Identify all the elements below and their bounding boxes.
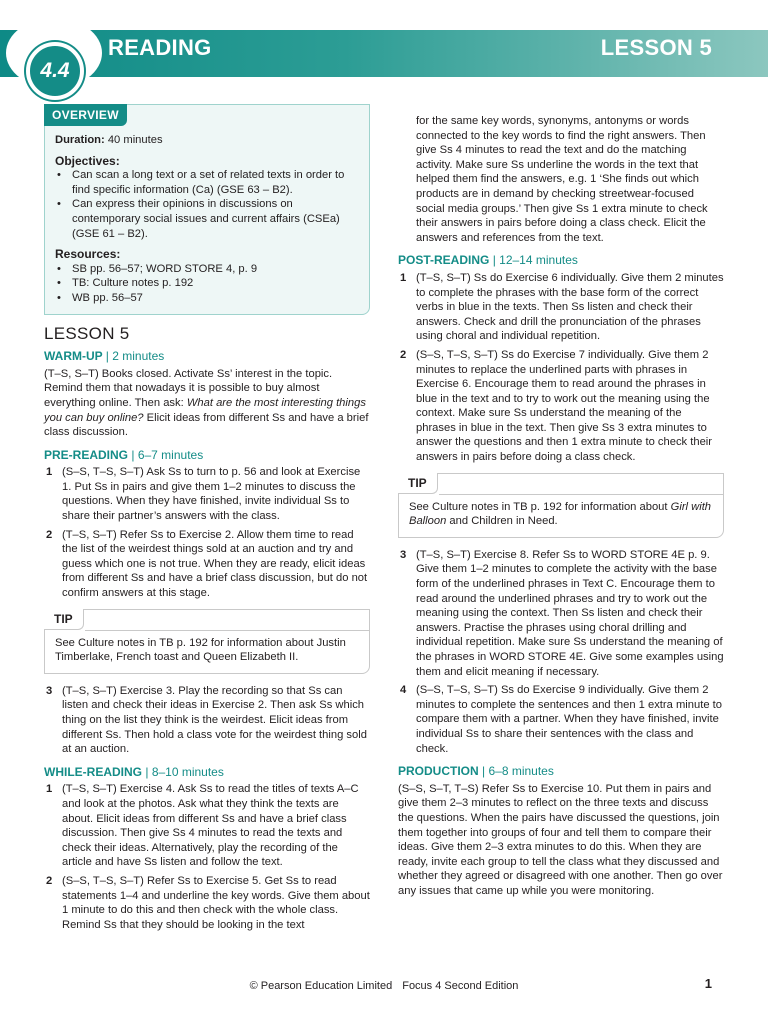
copyright: © Pearson Education Limited xyxy=(249,980,393,992)
production-title: PRODUCTION xyxy=(398,764,479,779)
list-item: • Can express their opinions in discussions on contemporary social issues and current affairs (CSEa) (GSE 61 – B2). xyxy=(55,197,359,241)
warmup-text-a: (T–S, S–T) Books closed. Activate Ss’ interest in the topic. Remind them that nowadays it is possible to buy almost everything online. Then ask: xyxy=(44,367,333,409)
warmup-time: 2 minutes xyxy=(112,349,165,364)
tip-box xyxy=(44,609,370,674)
lesson-badge-number: 4.4 xyxy=(26,42,84,100)
edition: Focus 4 Second Edition xyxy=(402,980,519,992)
duration-value: 40 minutes xyxy=(104,134,163,146)
item-text: (S–S, T–S, S–T) Ss do Exercise 7 individually. Give them 2 minutes to replace the underlined parts with phrases in Exercise 6. Encourage them to read around the phrases in blue in the text and to try to work out the meaning using the context. Make sure Ss understand the meaning of the phrases in blue in the text. Then give Ss 3 extra minutes to answer the questions and then 1 extra minute to check their answers in pairs before doing a class check. xyxy=(416,348,713,464)
list-item xyxy=(44,465,370,523)
resources-list xyxy=(55,262,359,306)
item-text: (T–S, S–T) Exercise 4. Ask Ss to read the titles of texts A–C and look at the photos. Ask what they think the texts are about. Elicit ideas from different Ss and have a brief class discussion. Then give Ss 4 minutes to read the texts and check their ideas. Alternatively, play the recording of the article and have Ss listen and follow the text. xyxy=(62,783,359,869)
duration xyxy=(55,133,359,148)
tip-text xyxy=(409,500,713,529)
warmup-question: What are the most interesting things you can buy online? xyxy=(44,396,366,424)
tip-tab: TIP xyxy=(44,609,84,631)
item-number: 2 xyxy=(400,348,407,361)
item-text: (T–S, S–T) Ss do Exercise 6 individually. Give them 2 minutes to complete the phrases with the base form of the correct verbs in blue in the texts. Then Ss listen and check their answers. Check and drill the pronunciation of the phrases using choral and individual repetition. xyxy=(416,271,724,343)
item-text: (S–S, T–S, S–T) Ss do Exercise 9 individually. Give them 2 minutes to complete the sentences and then 1 extra minute to compare them with a partner. When they have finished, invite individual Ss to share their sentences with the class and check. xyxy=(416,684,722,755)
tip-text: See Culture notes in TB p. 192 for information about Justin Timberlake, French toast and Queen Elizabeth II. xyxy=(55,636,346,664)
item-number: 1 xyxy=(46,466,53,479)
warmup-text-b: Elicit ideas from different Ss and have a brief class discussion. xyxy=(44,411,369,439)
item-number: 2 xyxy=(46,874,53,887)
tip-tab: TIP xyxy=(398,473,438,495)
prereading-title: PRE-READING xyxy=(44,447,129,462)
item-text: (S–S, T–S, S–T) Refer Ss to Exercise 5. Get Ss to read statements 1–4 and underline the key words. Give them about 1 minute to do this and then check with the whole class. Remind Ss that they should be looking in the text xyxy=(62,874,370,931)
list-item xyxy=(44,782,370,870)
objectives-list xyxy=(55,168,359,241)
list-item xyxy=(398,271,724,344)
right-column xyxy=(398,114,724,903)
section-title: READING xyxy=(108,35,212,60)
item-number: 3 xyxy=(46,684,53,697)
production-heading: PRODUCTION | 6–8 minutes xyxy=(398,764,554,779)
item-number: 1 xyxy=(46,783,53,796)
list-item xyxy=(44,684,370,757)
lesson-label: LESSON 5 xyxy=(600,35,712,60)
prereading-time: 6–7 minutes xyxy=(137,447,204,462)
lesson-badge xyxy=(6,18,102,88)
item-text: (T–S, S–T) Refer Ss to Exercise 2. Allow them time to read the list of the weirdest things sold at an auction and try and guess which one is not true. When they are ready, elicit ideas from different Ss and have a brief class discussion, but do not confirm answers at this stage. xyxy=(62,528,368,600)
warmup-title: WARM-UP xyxy=(44,349,103,364)
page-number: 1 xyxy=(704,976,712,991)
production-text: (S–S, S–T, T–S) Refer Ss to Exercise 10. Put them in pairs and give them 2–3 minutes to reflect on the three texts and discuss the questions. When the pairs have discussed the questions, join them together into groups of four and tell them to compare their ideas. Give them 2–3 extra minutes to do this. When they are ready, invite each group to tell the class what they discussed and whether they agreed or disagreed with one another. Then go over any issues that came up while you were monitoring. xyxy=(398,782,723,897)
warmup-heading: WARM-UP | 2 minutes xyxy=(44,349,165,364)
list-item xyxy=(44,874,370,932)
postreading-title: POST-READING xyxy=(398,253,490,268)
tip-divider xyxy=(439,494,723,495)
lesson-title: LESSON 5 xyxy=(44,323,130,343)
overview-tab: OVERVIEW xyxy=(44,104,127,126)
list-item xyxy=(398,348,724,465)
tip-divider xyxy=(85,630,369,631)
tip-text-b: and Children in Need. xyxy=(446,515,558,528)
item-number: 4 xyxy=(400,684,407,697)
tip-box xyxy=(398,473,724,538)
list-item: • SB pp. 56–57; WORD STORE 4, p. 9 xyxy=(55,262,359,277)
item-number: 2 xyxy=(46,528,53,541)
item-number: 1 xyxy=(400,271,407,284)
tip-artwork-title: Girl with Balloon xyxy=(409,500,712,528)
item-text: (T–S, S–T) Exercise 3. Play the recording so that Ss can listen and check their ideas in Exercise 2. Then ask Ss which thing on the list they think is the weirdest. Elicit ideas from different Ss. Then hold a class vote for the weirdest thing sold at an auction. xyxy=(62,684,367,756)
postreading-heading: POST-READING | 12–14 minutes xyxy=(398,253,578,268)
production-time: 6–8 minutes xyxy=(488,764,554,779)
list-item: • Can scan a long text or a set of related texts in order to find specific information (Ca) (GSE 63 – B2). xyxy=(55,168,359,197)
footer xyxy=(0,976,768,994)
continued-text: for the same key words, synonyms, antonyms or words connected to the key words to find the right answers. Then give Ss 4 minutes to read the text and do the matching activity. Make sure Ss underline the words in the text that helped them find the answers, e.g. 1 ‘She finds out which products are in demand by checking streetwear-focused social media groups.’ Then give Ss 1 extra minute to check their answers in pairs before doing a class check. Elicit the answers and references from the text. xyxy=(416,115,708,244)
prereading-heading: PRE-READING | 6–7 minutes xyxy=(44,447,204,462)
warmup-text xyxy=(44,367,370,440)
postreading-time: 12–14 minutes xyxy=(499,253,578,268)
list-item xyxy=(398,548,724,679)
list-item xyxy=(44,528,370,601)
item-number: 3 xyxy=(400,548,407,561)
list-item: • TB: Culture notes p. 192 xyxy=(55,276,359,291)
item-text: (S–S, T–S, S–T) Ask Ss to turn to p. 56 and look at Exercise 1. Put Ss in pairs and give them 1–2 minutes to discuss the questions. When they have finished, invite individual Ss to share their partner’s answers with the class. xyxy=(62,466,361,523)
tip-text-a: See Culture notes in TB p. 192 for information about xyxy=(409,500,671,513)
whilereading-title: WHILE-READING xyxy=(44,764,142,779)
objectives-label: Objectives: xyxy=(55,153,120,168)
left-column xyxy=(44,104,370,936)
item-text: (T–S, S–T) Exercise 8. Refer Ss to WORD STORE 4E p. 9. Give them 1–2 minutes to complete the activity with the base form of the underlined phrases in Text C. Encourage them to read around the underlined phrases and try to work out the meaning using the context. Then Ss listen and check their answers. Practise the phrases using choral drilling and individual repetition. Make sure Ss understand the meaning of the phrases in WORD STORE 4E. Give some examples using them and elicit meaning if necessary. xyxy=(416,548,724,678)
whilereading-heading: WHILE-READING | 8–10 minutes xyxy=(44,764,224,779)
whilereading-time: 8–10 minutes xyxy=(151,764,224,779)
duration-label: Duration: xyxy=(55,134,105,146)
list-item: • WB pp. 56–57 xyxy=(55,291,359,306)
resources-label: Resources: xyxy=(55,247,121,262)
list-item xyxy=(398,683,724,756)
overview-box xyxy=(44,104,370,315)
